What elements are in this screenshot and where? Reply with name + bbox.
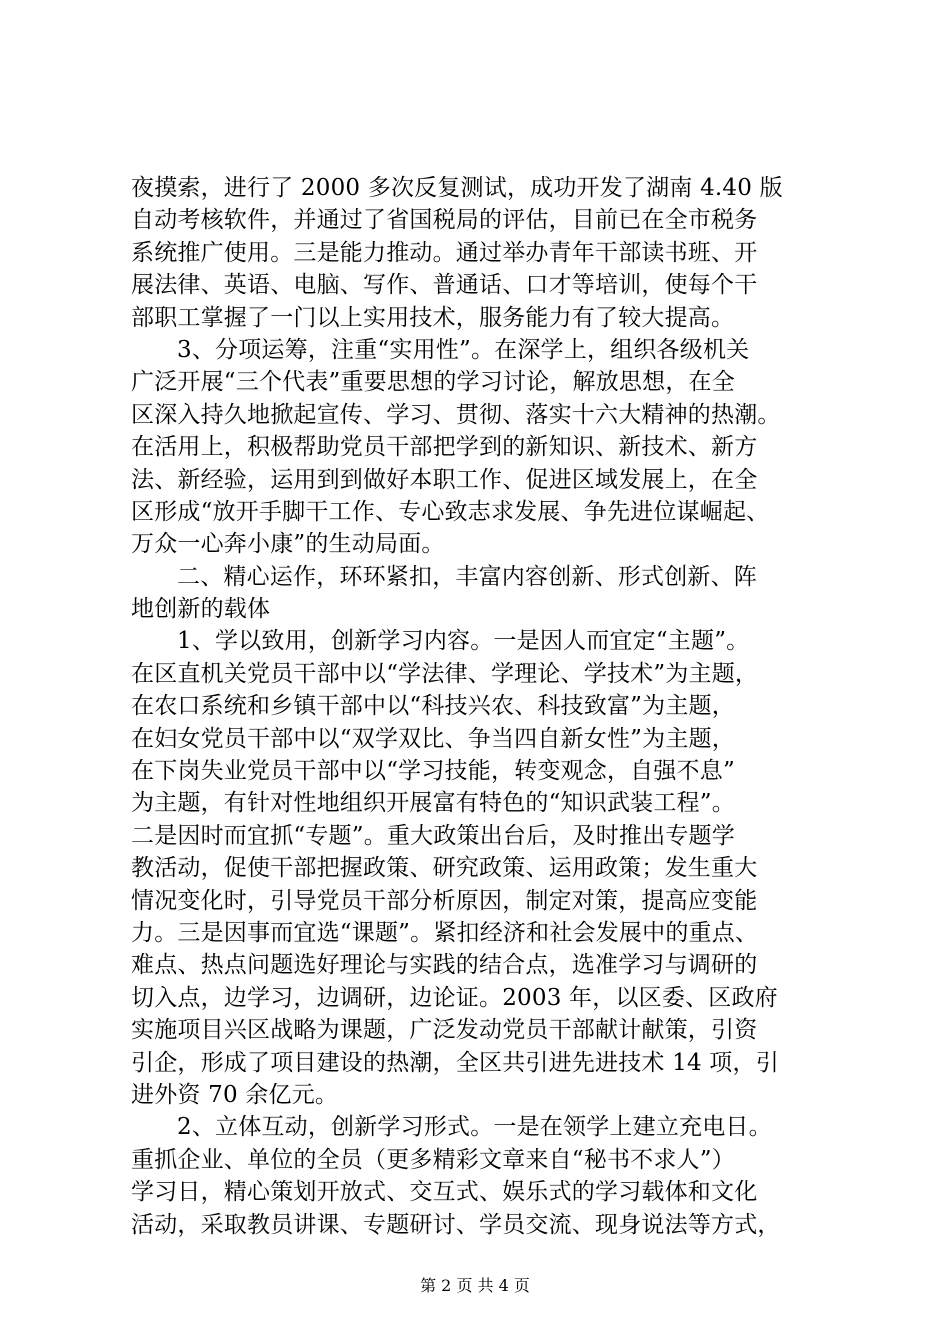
text-line: 夜摸索，进行了 2000 多次反复测试，成功开发了湖南 4.40 版 bbox=[131, 175, 783, 201]
text-line: 万众一心奔小康”的生动局面。 bbox=[131, 531, 445, 558]
text-line: 3、分项运筹，注重“实用性”。在深学上，组织各级机关 bbox=[177, 336, 750, 363]
text-line: 部职工掌握了一门以上实用技术，服务能力有了较大提高。 bbox=[131, 304, 735, 331]
document-body bbox=[131, 172, 843, 1241]
text-line: 学习日，精心策划开放式、交互式、娱乐式的学习载体和文化 bbox=[131, 1179, 758, 1206]
text-line: 区深入持久地掀起宣传、学习、贯彻、落实十六大精神的热潮。 bbox=[131, 401, 781, 428]
text-line: 在农口系统和乡镇干部中以“科技兴农、科技致富”为主题， bbox=[131, 693, 735, 720]
text-line: 二是因时而宜抓“专题”。重大政策出台后，及时推出专题学 bbox=[131, 822, 735, 849]
text-line: 二、精心运作，环环紧扣，丰富内容创新、形式创新、阵 bbox=[177, 563, 757, 590]
text-line: 区形成“放开手脚干工作、专心致志求发展、争先进位谋崛起、 bbox=[131, 498, 770, 525]
text-line: 1、学以致用，创新学习内容。一是因人而宜定“主题”。 bbox=[177, 628, 750, 655]
text-line: 广泛开展“三个代表”重要思想的学习讨论，解放思想，在全 bbox=[131, 369, 735, 396]
text-line: 系统推广使用。三是能力推动。通过举办青年干部读书班、开 bbox=[131, 239, 758, 266]
text-line: 重抓企业、单位的全员（更多精彩文章来自“秘书不求人”） bbox=[131, 1146, 735, 1173]
text-line: 引企，形成了项目建设的热潮，全区共引进先进技术 14 项，引 bbox=[131, 1049, 779, 1076]
text-line: 在下岗失业党员干部中以“学习技能，转变观念，自强不息” bbox=[131, 758, 735, 785]
text-line: 在活用上，积极帮助党员干部把学到的新知识、新技术、新方 bbox=[131, 434, 758, 461]
text-line: 2、立体互动，创新学习形式。一是在领学上建立充电日。 bbox=[177, 1114, 772, 1141]
text-line: 力。三是因事而宜选“课题”。紧扣经济和社会发展中的重点、 bbox=[131, 919, 759, 946]
page-footer: 第 2 页 共 4 页 bbox=[420, 1276, 530, 1295]
text-line: 切入点，边学习，边调研，边论证。2003 年，以区委、区政府 bbox=[131, 984, 778, 1011]
text-line: 自动考核软件，并通过了省国税局的评估，目前已在全市税务 bbox=[131, 207, 758, 234]
text-line: 为主题，有针对性地组织开展富有特色的“知识武装工程”。 bbox=[131, 790, 735, 817]
text-line: 法、新经验，运用到到做好本职工作、促进区域发展上，在全 bbox=[131, 466, 758, 493]
text-line: 教活动，促使干部把握政策、研究政策、运用政策；发生重大 bbox=[131, 855, 758, 882]
text-line: 展法律、英语、电脑、写作、普通话、口才等培训，使每个干 bbox=[131, 272, 758, 299]
text-line: 在妇女党员干部中以“双学双比、争当四自新女性”为主题， bbox=[131, 725, 735, 752]
text-line: 在区直机关党员干部中以“学法律、学理论、学技术”为主题， bbox=[131, 660, 759, 687]
text-line: 难点、热点问题选好理论与实践的结合点，选准学习与调研的 bbox=[131, 952, 758, 979]
text-line: 活动，采取教员讲课、专题研讨、学员交流、现身说法等方式， bbox=[131, 1211, 781, 1238]
text-line: 实施项目兴区战略为课题，广泛发动党员干部献计献策，引资 bbox=[131, 1017, 758, 1044]
text-line: 进外资 70 余亿元。 bbox=[131, 1081, 339, 1108]
text-line: 情况变化时，引导党员干部分析原因，制定对策，提高应变能 bbox=[131, 887, 758, 914]
text-line: 地创新的载体 bbox=[131, 596, 271, 623]
